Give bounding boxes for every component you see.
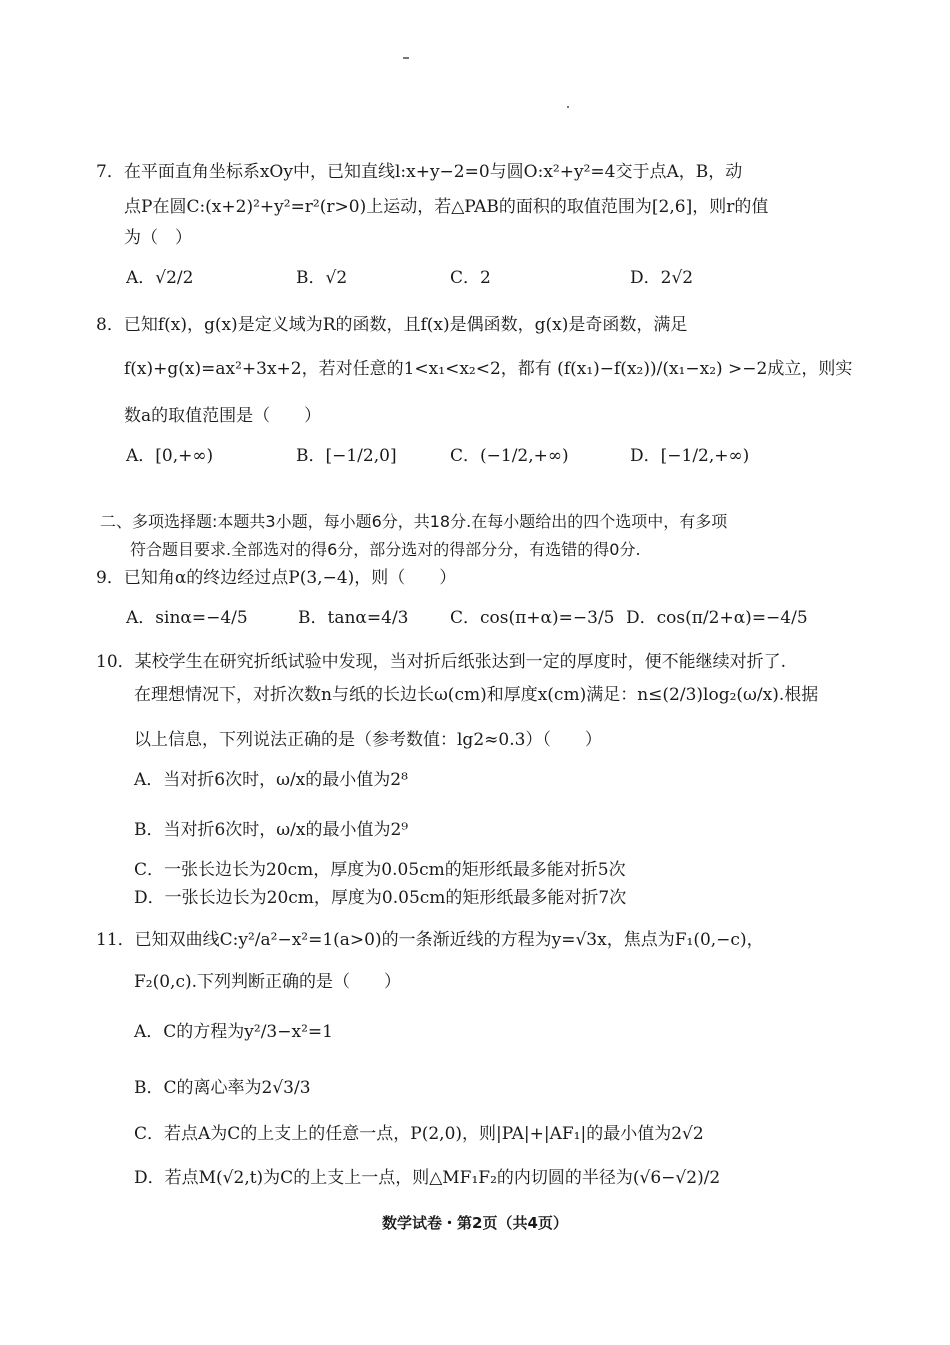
q11-option-d: D．若点M(√2,t)为C的上支上一点，则△MF₁F₂的内切圆的半径为(√6−√2)/2 [134,1168,721,1188]
q7-option-a: A．√2/2 [126,268,194,288]
q7-option-c: C．2 [450,268,491,288]
q11-option-a: A．C的方程为y²/3−x²=1 [134,1022,333,1042]
q7-line2: 点P在圆C:(x+2)²+y²=r²(r>0)上运动，若△PAB的面积的取值范围为[2,6]，则r的值 [124,197,769,217]
q8-option-c: C．(−1/2,+∞) [450,446,569,466]
q9-option-b: B．tanα=4/3 [298,608,409,628]
q10-line1: 10．某校学生在研究折纸试验中发现，当对折后纸张达到一定的厚度时，便不能继续对折了. [96,652,787,672]
q10-option-b: B．当对折6次时，ω/x的最小值为2⁹ [134,820,409,840]
q10-option-a: A．当对折6次时，ω/x的最小值为2⁸ [134,770,408,790]
q9-line1: 9．已知角α的终边经过点P(3,−4)，则（ ） [96,568,457,588]
section2-line2: 符合题目要求.全部选对的得6分，部分选对的得部分分，有选错的得0分. [130,540,641,559]
scan-speck [403,57,409,59]
q7-option-d: D．2√2 [630,268,694,288]
q9-option-d: D．cos(π/2+α)=−4/5 [626,608,808,628]
q11-line2: F₂(0,c).下列判断正确的是（ ） [134,972,402,992]
section2-line1: 二、多项选择题:本题共3小题，每小题6分，共18分.在每小题给出的四个选项中，有多项 [100,512,728,531]
q8-line2: f(x)+g(x)=ax²+3x+2，若对任意的1<x₁<x₂<2，都有 (f(x₁)−f(x₂))/(x₁−x₂) >−2成立，则实 [124,359,853,379]
q7-line3: 为（ ） [124,228,192,248]
q8-line1: 8．已知f(x)，g(x)是定义域为R的函数，且f(x)是偶函数，g(x)是奇函数，满足 [96,315,688,335]
q11-option-c: C．若点A为C的上支上的任意一点，P(2,0)，则|PA|+|AF₁|的最小值为2√2 [134,1124,704,1144]
q9-option-a: A．sinα=−4/5 [126,608,248,628]
q8-option-d: D．[−1/2,+∞) [630,446,750,466]
q7-line1: 7．在平面直角坐标系xOy中，已知直线l:x+y−2=0与圆O:x²+y²=4交于点A，B，动 [96,162,743,182]
q8-line3: 数a的取值范围是（ ） [124,406,322,426]
q9-option-c: C．cos(π+α)=−3/5 [450,608,615,628]
q11-line1: 11．已知双曲线C:y²/a²−x²=1(a>0)的一条渐近线的方程为y=√3x，焦点为F₁(0,−c)， [96,930,764,950]
q7-option-b: B．√2 [296,268,348,288]
q10-line3: 以上信息，下列说法正确的是（参考数值：lg2≈0.3）（ ） [134,730,602,750]
scan-speck [567,106,569,108]
q8-option-b: B．[−1/2,0] [296,446,397,466]
q10-line2: 在理想情况下，对折次数n与纸的长边长ω(cm)和厚度x(cm)满足：n≤(2/3)log₂(ω/x).根据 [134,685,819,705]
q11-option-b: B．C的离心率为2√3/3 [134,1078,311,1098]
q8-option-a: A．[0,+∞) [126,446,214,466]
q10-option-c: C．一张长边长为20cm，厚度为0.05cm的矩形纸最多能对折5次 [134,860,626,880]
q10-option-d: D．一张长边长为20cm，厚度为0.05cm的矩形纸最多能对折7次 [134,888,627,908]
page-footer: 数学试卷・第2页（共4页） [382,1214,568,1232]
